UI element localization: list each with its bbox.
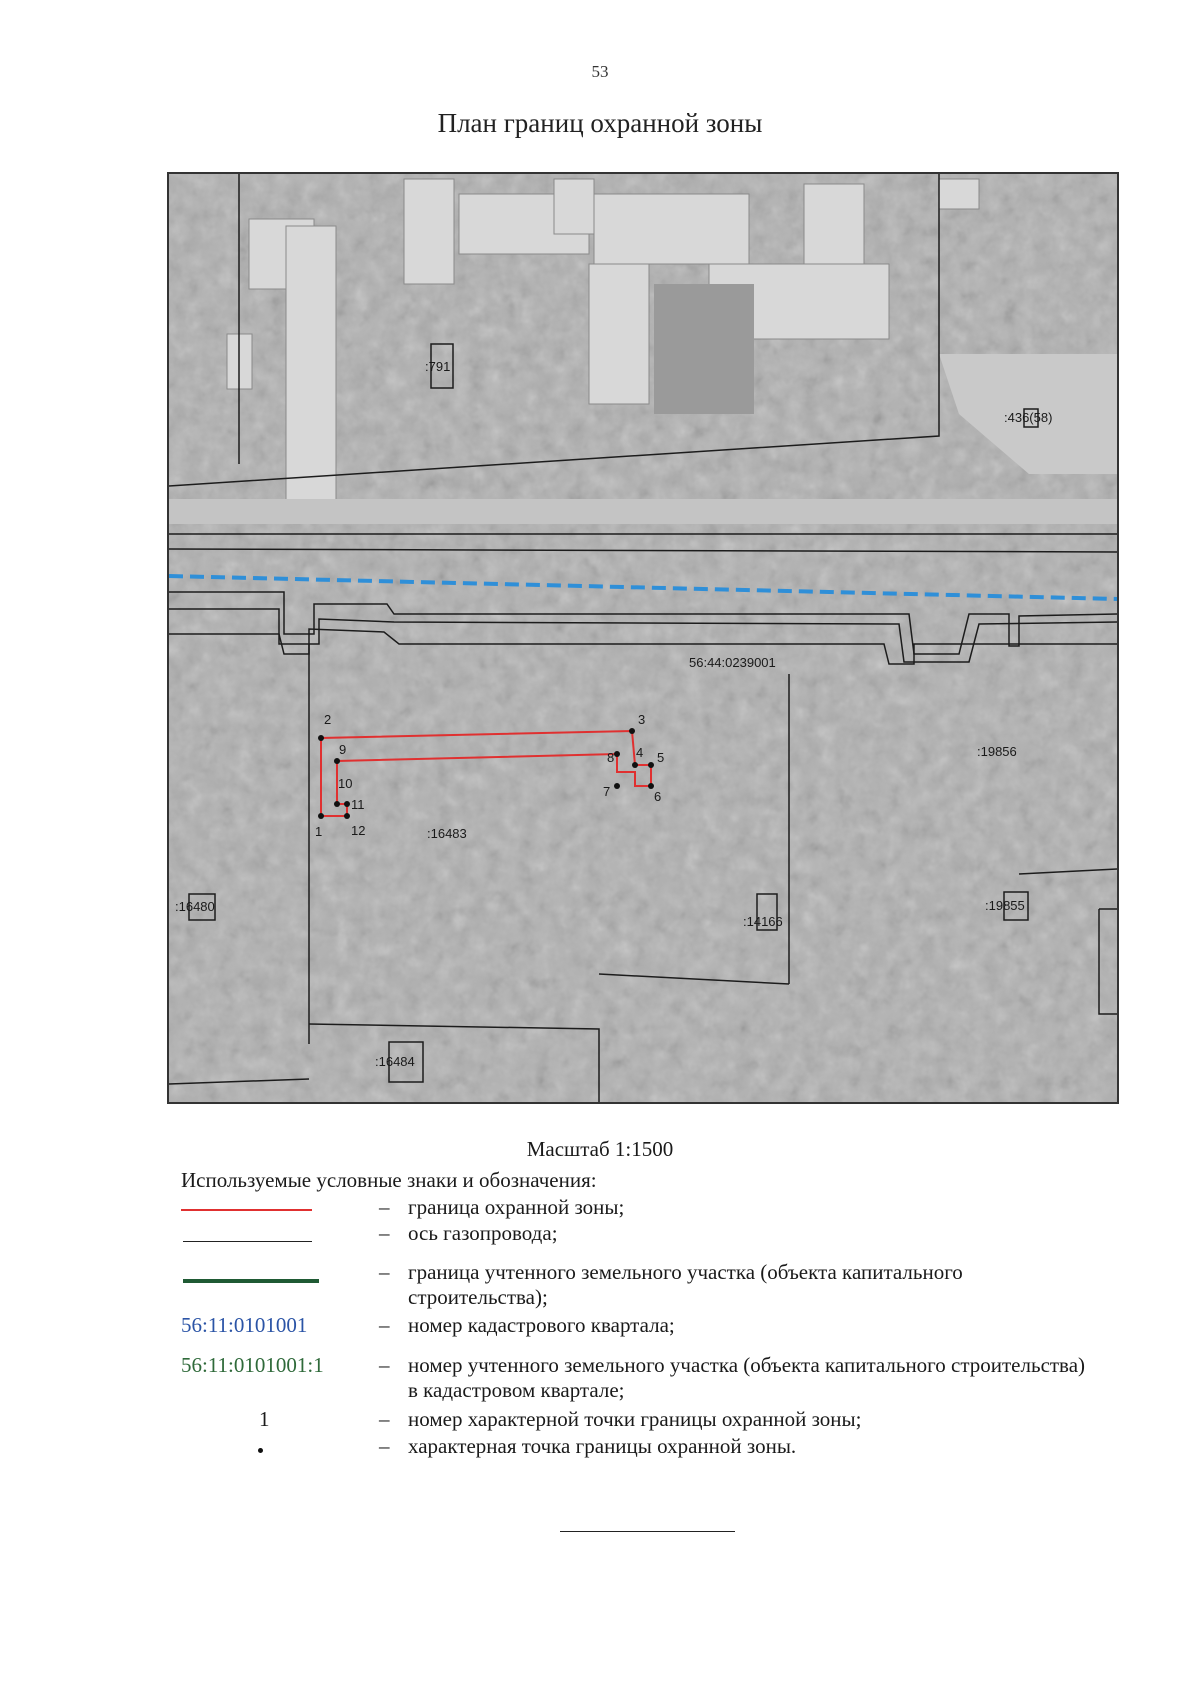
road — [169, 499, 1117, 524]
point-dot-1 — [318, 813, 324, 819]
point-dot-9 — [334, 758, 340, 764]
parcel-label-16483: :16483 — [427, 826, 467, 841]
parcel-label-436: :436(58) — [1004, 410, 1053, 425]
point-label-12: 12 — [351, 823, 366, 838]
point-label-10: 10 — [338, 776, 353, 791]
courtyard — [654, 284, 754, 414]
legend-title: Используемые условные знаки и обозначения: — [181, 1168, 597, 1192]
parcel-label-14166: :14166 — [743, 914, 783, 929]
parcel-label-16480: :16480 — [175, 899, 215, 914]
legend-text: граница учтенного земельного участка (объекта капитального строительства); — [408, 1260, 963, 1309]
legend-text: ось газопровода; — [408, 1221, 558, 1245]
point-dot-4 — [632, 762, 638, 768]
protection-zone-map — [167, 172, 1119, 1104]
legend-dash: – — [379, 1195, 390, 1219]
parcel-label-19855: :19855 — [985, 898, 1025, 913]
legend-text: номер учтенного земельного участка (объекта капитального строительства) в кадастровом квартале; — [408, 1353, 1086, 1402]
point-label-2: 2 — [324, 712, 332, 727]
cadastral-quarter-label: 56:44:0239001 — [689, 655, 776, 670]
legend-text: граница охранной зоны; — [408, 1195, 625, 1219]
point-label-8: 8 — [607, 750, 615, 765]
point-dot-10 — [334, 801, 340, 807]
parcel-label-16484: :16484 — [375, 1054, 415, 1069]
point-dot-sample — [258, 1448, 263, 1453]
page-number: 53 — [591, 62, 609, 81]
parcel-label-19856: :19856 — [977, 744, 1017, 759]
legend-dash: – — [379, 1353, 390, 1377]
black-line-symbol — [183, 1241, 312, 1242]
point-label-6: 6 — [654, 789, 662, 804]
legend-text: номер характерной точки границы охранной зоны; — [408, 1407, 862, 1431]
red-line-symbol — [181, 1209, 312, 1211]
point-label-9: 9 — [339, 742, 347, 757]
parcel-label-791: :791 — [425, 359, 451, 374]
point-label-7: 7 — [603, 784, 611, 799]
point-dot-8 — [614, 751, 620, 757]
point-dot-2 — [318, 735, 324, 741]
point-dot-5 — [648, 762, 654, 768]
map-canvas — [169, 174, 1117, 1102]
point-number-sample: 1 — [259, 1407, 270, 1431]
point-dot-3 — [629, 728, 635, 734]
legend-text: характерная точка границы охранной зоны. — [408, 1434, 797, 1458]
point-label-1: 1 — [315, 824, 323, 839]
legend-text: номер кадастрового квартала; — [408, 1313, 675, 1337]
legend-dash: – — [379, 1260, 390, 1284]
point-dot-11 — [344, 801, 350, 807]
parcel-code-sample: 56:11:0101001:1 — [181, 1353, 324, 1377]
point-label-3: 3 — [638, 712, 646, 727]
point-dot-7 — [614, 783, 620, 789]
end-rule — [560, 1531, 735, 1532]
map-scale: Масштаб 1:1500 — [526, 1137, 674, 1161]
point-label-5: 5 — [657, 750, 665, 765]
page-title: План границ охранной зоны — [437, 108, 763, 138]
point-label-4: 4 — [636, 745, 644, 760]
legend-dash: – — [379, 1221, 390, 1245]
legend-dash: – — [379, 1313, 390, 1337]
green-line-symbol — [183, 1279, 319, 1283]
legend-dash: – — [379, 1407, 390, 1431]
point-dot-12 — [344, 813, 350, 819]
quarter-code-sample: 56:11:0101001 — [181, 1313, 308, 1337]
legend-dash: – — [379, 1434, 390, 1458]
point-label-11: 11 — [351, 797, 365, 812]
